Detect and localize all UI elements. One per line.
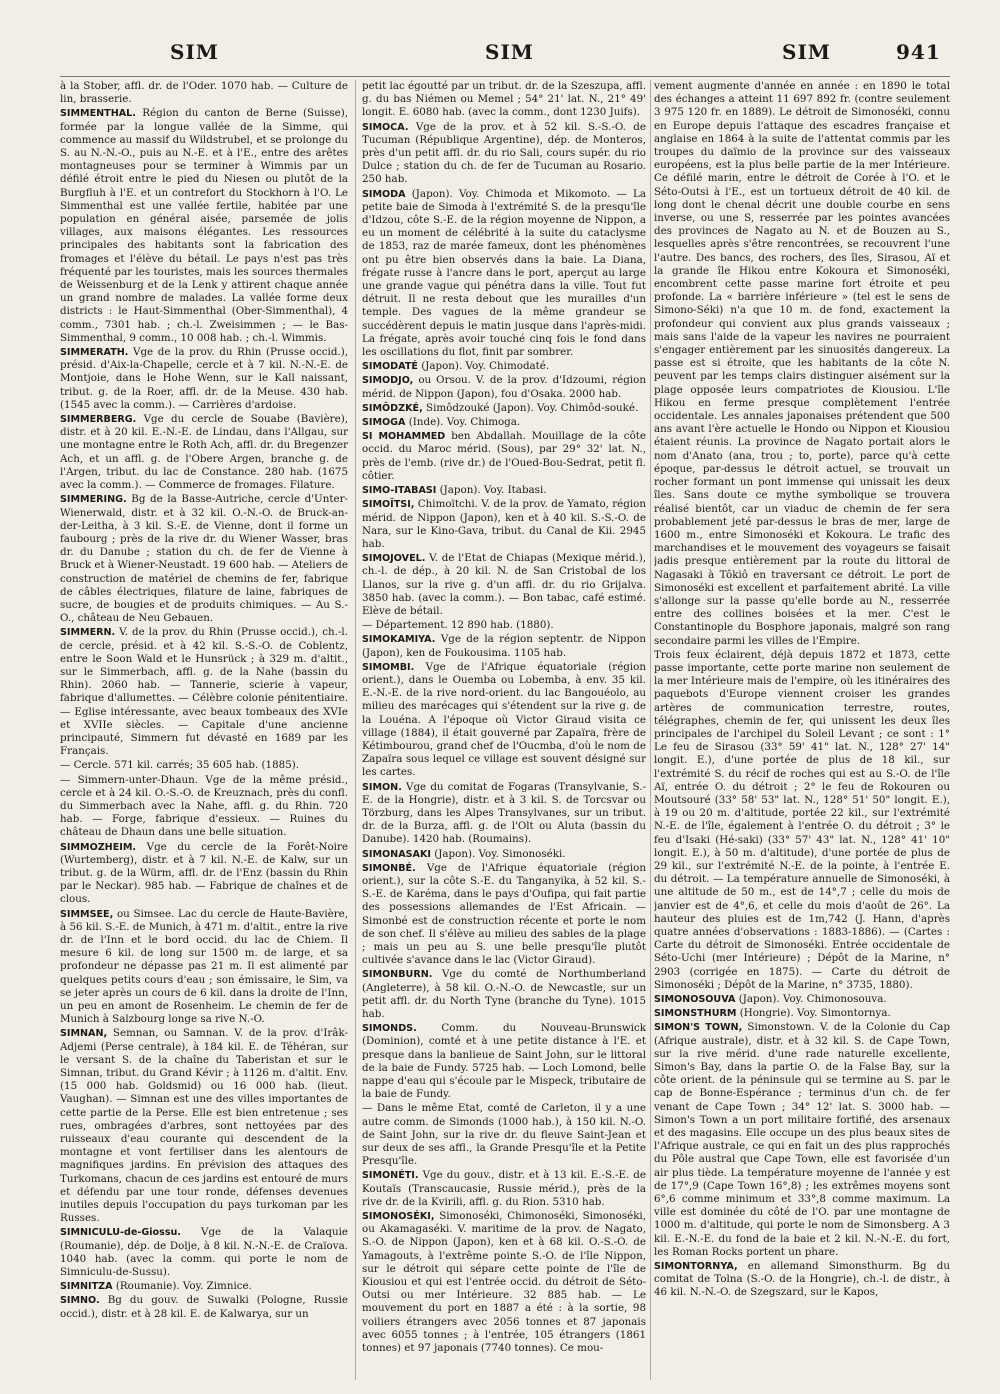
entry-text: Semnan, ou Samnan. V. de la prov. d'Irâk-Adjemi (Perse centrale), à 184 kil. E. de Téhéran, sur le versant S. de la chaîne du Taberistan et sur le Simnan, tribut. du Grand Kévir ; à 1126 m. d'altit. Env. (15 000 hab. Goldsmid) ou 16 000 hab. (lieut. Vaughan). — Simnan est une des villes importantes de cette partie de la Perse. Elle est bien entretenue ; ses rues, ombragées d'arbres, sont nettoyées par des ruisseaux d'eau courante qui descendent de la montagne et vont fertiliser dans les alentours de magnifiques jardins. En prévision des attaques des Turkomans, chacun de ces jardins est entouré de murs et défendu par une tour ronde, défenses devenues inutiles depuis l'occupation du pays turkoman par les Russes. [60, 1027, 348, 1225]
dictionary-entry [60, 1294, 348, 1320]
dictionary-entry [362, 848, 646, 861]
entry-headword: SIMÔDZKÉ, [362, 402, 423, 414]
entry-text: Région du canton de Berne (Suisse), formée par la longue vallée de la Simme, qui commence au massif du Wildstrubel, et se prolonge du S. au N.-N.-O., puis au N.-E. et à l'E., entre des arêtes montagneuses pour se terminer à Wimmis par un défilé étroit entre le pied du Niesen ou plutôt de la Burgfluh à l'E. et un contrefort du Stockhorn à l'O. Le Simmenthal est une vallée fertile, habitée par une population en général aisée, parsemée de jolis villages, aux maisons élégantes. Les ressources principales des habitants sont la fabrication des fromages et l'élève du bétail. Le pays n'est pas très fréquenté par les touristes, mais les sources thermales de Weissenburg et de la Lenk y attirent chaque année un grand nombre de malades. La vallée forme deux districts : le Haut-Simmenthal (Ober-Simmenthal), 4 comm., 7301 hab. ; ch.-l. Zweisimmen ; — le Bas-Simmenthal, 9 comm., 10 008 hab. ; ch.-l. Wimmis. [60, 107, 348, 344]
entry-headword: SI MOHAMMED [362, 431, 446, 443]
dictionary-entry [60, 1226, 348, 1279]
entry-headword: SIMOMBI. [362, 661, 415, 673]
entry-headword: SIMMERN. [60, 627, 116, 639]
entry-headword: SIMONÉTI. [362, 1170, 419, 1182]
entry-text: à la Stober, affl. dr. de l'Oder. 1070 hab. — Culture de lin, brasserie. [60, 80, 348, 106]
dictionary-entry [60, 1027, 348, 1225]
entry-text: petit lac égoutté par un tribut. dr. de la Szeszupa, affl. g. du bas Niémen ou Memel ; 54° 21' lat. N., 21° 49' longit. E. 6080 hab. (avec la comm., dont 1230 Juifs). [362, 80, 646, 119]
entry-text: Simonoséki, Chimonoséki, Simonoséki, ou Akamagaséki. V. maritime de la prov. de Nagato, S.-O. de Nippon (Japon), ken et à 68 kil. O.-S.-O. de Yamagouts, à l'extrême pointe S.-O. de l'île Nippon, sur le détroit qui sépare cette pointe de l'île de Kiousiou et qui est l'entrée occid. du détroit de Séto-Outsi ou mer Intérieure. 32 885 hab. — Le mouvement du port en 1887 a été : à la sortie, 98 voiliers étrangers avec 2056 tonnes et 87 japonais avec 6055 tonnes ; à l'entrée, 105 étrangers (1861 tonnes) et 97 japonais (7740 tonnes). Ce mou- [362, 1210, 646, 1355]
entry-text: en allemand Simonsthurm. Bg du comitat de Tolna (S.-O. de la Hongrie), ch.-l. de distr., à 46 kil. N.-N.-O. de Szegszard, sur le Kapos, [654, 1260, 950, 1299]
entry-text: Vge du cercle de Souabe (Bavière), distr. et à 20 kil. E.-N.-E. de Lindau, dans l'Allgau, sur une montagne entre le Roth Ach, affl. dr. du Bregenzer Ach, et un affl. g. de l'Obere Argen, branche g. de l'Argen, tribut. du lac de Constance. 280 hab. (1675 avec la comm.). — Commerce de fromages. Filature. [60, 413, 348, 492]
dictionary-entry [362, 188, 646, 360]
entry-headword: SIMOKAMIYA. [362, 634, 436, 646]
entry-headword: SIMONASAKI [362, 848, 431, 860]
dictionary-entry [362, 360, 646, 373]
dictionary-entry [362, 661, 646, 780]
entry-text: ou Simsee. Lac du cercle de Haute-Bavière, à 56 kil. S.-E. de Munich, à 471 m. d'altit., entre la rive dr. de l'Inn et le bord occid. du lac de Chiem. Il mesure 6 kil. de long sur 1500 m. de large, et sa profondeur ne dépasse pas 21 m. Il est alimenté par quelques petits cours d'eau ; son émissaire, le Sim, va se jeter après un cours de 6 kil. dans la droite de l'Inn, un peu en amont de Rosenheim. Le chemin de fer de Munich à Salzbourg longe sa rive N.-O. [60, 907, 348, 1026]
dictionary-entry [60, 774, 348, 840]
entry-text: Vge de la région septentr. de Nippon (Japon), ken de Foukousima. 1105 hab. [362, 633, 646, 659]
entry-text: Vge du comté de Northumberland (Angleterre), à 58 kil. O.-N.-O. de Newcastle, sur un petit affl. dr. du North Tyne (branche du Tyne). 1015 hab. [362, 968, 646, 1021]
entry-headword: SIMMSEE, [60, 908, 114, 920]
entry-text: (Japon). Voy. Chimoda et Mikomoto. — La petite baie de Simoda à l'extrémité S. de la presqu'île d'Idzou, côte S.-E. de la région moyenne de Nippon, a eu un moment de célébrité à la suite du cataclysme de 1853, raz de marée fameux, dont les phénomènes ont pu être bien observés dans la baie. La Diana, frégate russe à l'ancre dans le port, aperçut au large une grande vague qui pénétra dans la ville. Tout fut détruit. Il ne resta debout que les murailles d'un temple. Des vagues de la même grandeur se succédèrent depuis le matin jusque dans l'après-midi. La frégate, après avoir touché cinq fois le fond dans les oscillations du flot, finit par sombrer. [362, 187, 646, 359]
entry-text: Vge du cercle de la Forêt-Noire (Wurtemberg), distr. et à 7 kil. N.-E. de Kalw, sur un tribut. g. de la Würm, affl. dr. de l'Enz (bassin du Rhin par le Neckar). 985 hab. — Fabrique de chaînes et de clous. [60, 840, 348, 906]
entry-text: (Japon). Voy. Simonoséki. [434, 847, 566, 860]
dictionary-entry [362, 402, 646, 415]
column-3 [654, 80, 950, 1385]
entry-headword: SIMODJO, [362, 375, 414, 387]
dictionary-entry [362, 1169, 646, 1209]
entry-headword: SIMONDS. [362, 1023, 417, 1035]
dictionary-entry [362, 121, 646, 187]
entry-headword: SIMONOSOUVA [654, 994, 736, 1006]
entry-headword: SIMMERATH. [60, 347, 129, 359]
entry-text: — Dans le même Etat, comté de Carleton, il y a une autre comm. de Simonds (1000 hab.), à 150 kil. N.-O. de Saint John, sur la rive dr. du fleuve Saint-Jean et sur deux de ses affl., la Grande Presqu'île et la Petite Presqu'île. [362, 1102, 646, 1168]
entry-headword: SIMONOSÉKI, [362, 1211, 435, 1223]
entry-text: (Japon). Voy. Chimonosouva. [738, 993, 887, 1006]
entry-headword: SIMNITZA [60, 1281, 113, 1293]
entry-text: ben Abdallah. Mouillage de la côte occid. du Maroc mérid. (Sous), par 29° 32' lat. N., près de l'emb. (rive dr.) de l'Oued-Bou-Sedrat, petit fl. côtier. [362, 430, 646, 482]
entry-headword: SIMONSTHURM [654, 1008, 737, 1020]
dictionary-entry [60, 841, 348, 907]
entry-text: — Simmern-unter-Dhaun. Vge de la même présid., cercle et à 24 kil. O.-S.-O. de Kreuznach, près du confl. du Simmerbach avec la Nahe, affl. g. du Rhin. 720 hab. — Forge, fabrique d'essieux. — Ruines du château de Dhaun dans une belle situation. [60, 773, 348, 839]
dictionary-entry [362, 633, 646, 659]
entry-headword: SIMOGA [362, 417, 406, 429]
column-2 [362, 80, 646, 1385]
entry-headword: SIMODATÉ [362, 361, 418, 373]
dictionary-entry [60, 908, 348, 1027]
dictionary-entry [60, 80, 348, 106]
page-header [0, 40, 1000, 80]
entry-text: (Inde). Voy. Chimoga. [408, 416, 521, 429]
entry-headword: SIMODA [362, 188, 406, 200]
entry-headword: SIMONBURN. [362, 969, 433, 981]
entry-headword: SIMO-ITABASI [362, 485, 437, 497]
entry-headword: SIMON'S TOWN, [654, 1022, 743, 1034]
dictionary-entry [654, 1260, 950, 1300]
entry-text: Vge de la Valaquie (Roumanie), dép. de Dolje, à 8 kil. N.-N.-E. de Craïova. 1040 hab. (avec la comm. qui porte le nom de Simniculu-de-Sussu). [60, 1226, 348, 1279]
entry-headword: SIMNO. [60, 1295, 100, 1307]
running-head-right: SIM [782, 40, 831, 64]
entry-text: Vge du comitat de Fogaras (Transylvanie, S.-E. de la Hongrie), distr. et à 3 kil. S. de Torcsvar ou Törzburg, dans les Alpes Transylvanes, sur un tribut. dr. de la Burza, affl. g. de l'Olt ou Aluta (bassin du Danube). 1420 hab. (Roumains). [362, 780, 646, 846]
entry-headword: SIMMENTHAL. [60, 108, 136, 120]
dictionary-entry [362, 374, 646, 400]
dictionary-entry [362, 862, 646, 968]
entry-headword: SIMON. [362, 781, 402, 793]
entry-headword: SIMMERBERG. [60, 414, 137, 426]
entry-headword: SIMMOZHEIM. [60, 841, 137, 853]
entry-text: Simôdzouké (Japon). Voy. Chimôd-souké. [426, 401, 639, 414]
entry-text: — Cercle. 571 kil. carrés; 35 605 hab. (1885). [60, 759, 300, 772]
dictionary-entry [654, 649, 950, 992]
column-1 [60, 80, 348, 1385]
entry-headword: SIMNAN, [60, 1028, 108, 1040]
dictionary-entry [362, 1022, 646, 1101]
entry-text: Chimoïtchi. V. de la prov. de Yamato, région mérid. de Nippon (Japon), ken et à 40 kil. S.-S.-O. de Nara, sur le Kino-Gava, tribut. du Canal de Kii. 2945 hab. [362, 498, 646, 550]
entry-text: (Japon). Voy. Chimodaté. [421, 360, 550, 373]
entry-text: V. de la prov. du Rhin (Prusse occid.), ch.-l. de cercle, présid. et à 42 kil. S.-S.-O. de Coblentz, entre le Soon Wald et le Hunsrück ; à 329 m. d'altit., sur le Simmerbach, affl. g. de la Nahe (bassin du Rhin). 2060 hab. — Tannerie, scierie à vapeur, fabrique d'allumettes. — Célèbre colonie pénitentiaire. — Eglise intéressante, avec beaux tombeaux des XVIe et XVIIe siècles. — Capitale d'une ancienne principauté, Simmern fut dévasté en 1689 par les Français. [60, 626, 348, 758]
dictionary-entry [362, 968, 646, 1021]
running-head-left: SIM [170, 40, 219, 64]
dictionary-entry [60, 413, 348, 492]
entry-text: vement augmente d'année en année : en 1890 le total des échanges a atteint 11 697 892 fr. (contre seulement 3 975 120 fr. en 1889). Le détroit de Simonoséki, connu en Europe depuis l'attaque des escadres française et anglaise en 1864 à la suite de l'attentat commis par les troupes du daïmio de la province sur des vaisseaux européens, est la plus belle partie de la mer Intérieure. Ce défilé marin, entre le détroit de Corée à l'O. et le Séto-Outsi à l'E., est un tortueux détroit de 40 kil. de long dont le chenal décrit une double courbe en sens inverse, ou une S, resserrée par les pointes avancées des provinces de Nagato au N. et de Bouzen au S., lesquelles après s'être rencontrées, se recouvrent l'une l'autre. Des bancs, des rochers, des îles, Sirasou, Aï et la grande île Hikou entre Kokoura et Simonoséki, encombrent cette passe marine fort étroite et peu profonde. La « barrière inférieure » (tel est le sens de Simono-Séki) n'a que 10 m. de fond, exactement la profondeur qui convient aux plus grands vaisseaux ; mais sans l'aide de la vapeur les navires ne pourraient s'engager entièrement par les sinuosités dangereux. La passe est si étroite, que les habitants de la côte N. peuvent par les temps clairs distinguer aisément sur la plage opposée leurs compatriotes de Kiousiou. L'île Hikou en ferme presque complètement l'entrée occidentale. Les annales japonaises prétendent que 500 ans avant l'ère actuelle le Hondo ou Nippon et Kiousiou étaient réunis. La province de Nagato portait alors le nom d'Anato (ana, trou ; to, porte), parce qu'à cette époque, par-dessus le détroit actuel, se trouvait un rocher formant un pont immense qui unissait les deux îles. Sans doute ce mythe symbolique se trouvera réalisé bientôt, car un viaduc de chemin de fer sera probablement jeté par-dessus le bras de mer, large de 1600 m., entre Simonoséki et Kokoura. Le trafic des marchandises et le mouvement des voyageurs se faisait jadis presque entièrement par la route du littoral de Nagasaki à Tôkiô en traversant ce détroit. Le port de Simonoséki est excellent et parfaitement abrité. La ville s'allonge sur la passe qu'elle borde au N., resserrée entre des collines boisées et la mer. C'est le Constantinople du Bosphore japonais, malgré son rang secondaire parmi les villes de l'Empire. [654, 80, 950, 647]
dictionary-entry [654, 80, 950, 648]
entry-text: Simonstown. V. de la Colonie du Cap (Afrique australe), distr. et à 32 kil. S. de Cape Town, sur la rive mérid. d'une rade naturelle excellente, Simon's Bay, dans la partie O. de la False Bay, sur la côte orient. de la péninsule qui se termine au S. par le cap de Bonne-Espérance ; terminus d'un ch. de fer venant de Cape Town ; 34° 12' lat. S. 3000 hab. — Simon's Town a un port militaire fortifié, des arsenaux et des magasins. Elle occupe un des plus beaux sites de l'Afrique australe, ce qui en fait un des plus rapprochés du Pôle austral que Cape Town, elle est favorisée d'un air plus tiède. La température moyenne de l'année y est de 17°,9 (Cape Town 16°,8) ; les extrêmes moyens sont 6°,6 comme minimum et 33°,8 comme maximum. La ville est dominée du côté de l'O. par une montagne de 1000 m. d'altitude, qui porte le nom de Simonsberg. A 3 kil. E.-N.-E. du fond de la baie et 2 kil. N.-N.-E. du fort, les Roman Rocks portent un phare. [654, 1021, 950, 1258]
dictionary-entry [362, 781, 646, 847]
entry-text: Bg du gouv. de Suwalki (Pologne, Russie occid.), distr. et à 28 kil. E. de Kalwarya, sur un [60, 1294, 348, 1320]
entry-text: ou Orsou. V. de la prov. d'Idzoumi, région mérid. de Nippon (Japon), fou d'Osaka. 2000 hab. [362, 374, 646, 400]
entry-headword: SIMOCA. [362, 121, 409, 133]
dictionary-entry [60, 493, 348, 625]
entry-headword: SIMONBÉ. [362, 862, 416, 874]
dictionary-entry [362, 484, 646, 497]
dictionary-entry [60, 346, 348, 412]
dictionary-entry [60, 107, 348, 345]
column-divider [650, 80, 651, 1380]
dictionary-entry [362, 430, 646, 483]
entry-headword: SIMONTORNYA, [654, 1261, 738, 1273]
entry-text: V. de l'Etat de Chiapas (Mexique mérid.), ch.-l. de dép., à 20 kil. N. de San Cristobal de los Llanos, sur la rive g. d'un affl. dr. du rio Grijalva. 3850 hab. (avec la comm.). — Bon tabac, café estimé. Elève de bétail. [362, 552, 646, 617]
entry-text: Trois feux éclairent, déjà depuis 1872 et 1873, cette passe importante, cette porte marine non seulement de la mer Intérieure mais de l'empire, où les itinéraires des paquebots d'Europe viennent croiser les grandes artères de communication terrestre, routes, télégraphes, chemin de fer, qui unissent les deux îles principales de l'archipel du Soleil Levant ; ce sont : 1° Le feu de Sirasou (33° 59' 41" lat. N., 128° 27' 14" longit. E.), d'une portée de plus de 18 kil., sur l'extrémité S. du récif de roches qui est au S.-O. de l'île Aï, entrée O. du détroit ; 2° le feu de Rokouren ou Moutsouré (33° 58' 53" lat. N., 128° 51' 50" longit. E.), à 19 ou 20 m. d'altitude, portée 22 kil., sur l'extrémité N.-E. de l'île, également à l'entrée O. du détroit ; 3° le feu d'Isaki (Hé-saki) (33° 57' 43" lat. N., 128° 41' 10" longit. E.), à 50 m. d'altitude), d'une portée de plus de 29 kil., sur l'extrémité N.-E. de la pointe, à l'entrée E. du détroit. — La température annuelle de Simonoséki, à une altitude de 50 m., est de 14°,7 ; celle du mois de janvier est de 4°,6, et celle du mois d'août de 26°. La hauteur des pluies est de 1m,742 (J. Hann, d'après quatre années d'observations : 1883-1886). — (Cartes : Carte du détroit de Simonoséki. Entrée occidentale de Séto-Uchi (mer Intérieure) ; Dépôt de la Marine, n° 2903 (corrigée en 1875). — Carte du détroit de Simonoséki ; Dépôt de la Marine, n° 3735, 1880). [654, 648, 950, 991]
entry-headword: SIMNICULU-de-Giossu. [60, 1227, 182, 1239]
entry-text: Bg de la Basse-Autriche, cercle d'Unter-Wienerwald, distr. et à 32 kil. O.-N.-O. de Bruck-an-der-Leitha, à 3 kil. S.-E. de Vienne, dont il forme un faubourg ; près de la rive dr. du Wiener Wasser, bras dr. du Danube ; station du ch. de fer de Vienne à Bruck et à Wiener-Neustadt. 19 600 hab. — Ateliers de construction de matériel de chemins de fer, fabrique de câbles électriques, filature de laine, fabriques de sucre, de bougies et de produits chimiques. — Au S.-O., château de Neu Gebauen. [60, 493, 348, 625]
entry-text: Vge de l'Afrique équatoriale (région orient.), dans le Ouemba ou Lobemba, à env. 35 kil. E.-N.-E. de la rive nord-orient. du lac Bangouéolo, au milieu des marécages qui s'étendent sur la rive g. de la Louéna. A l'époque où Victor Giraud visita ce village (1884), il était gouverné par Zapaïra, frère de Kétimbourou, grand chef de l'Oucmba, d'où le nom de Zapaïra sous lequel ce village est souvent désigné sur les cartes. [362, 660, 646, 779]
entry-text: Vge de la prov. et à 52 kil. S.-S.-O. de Tucuman (République Argentine), dép. de Monteros, près d'un petit affl. dr. du rio Sali, cours supér. du rio Dulce ; station du ch. de fer de Tucuman au Rosario. 250 hab. [362, 120, 646, 186]
entry-text: (Hongrie). Voy. Simontornya. [739, 1007, 891, 1020]
running-head-center: SIM [485, 40, 534, 64]
entry-text: (Roumanie). Voy. Zimnice. [115, 1280, 252, 1293]
dictionary-entry [654, 993, 950, 1006]
dictionary-entry [362, 498, 646, 551]
dictionary-entry [362, 1102, 646, 1168]
dictionary-entry [60, 626, 348, 758]
entry-text: — Département. 12 890 hab. (1880). [362, 619, 554, 632]
dictionary-entry [60, 1280, 348, 1293]
entry-text: Vge de la prov. du Rhin (Prusse occid.), présid. d'Aix-la-Chapelle, cercle et à 7 kil. N.-N.-E. de Montjoie, dans le Hohe Wenn, sur le Kall naissant, tribut. g. de la Roer, affl. dr. de la Meuse. 430 hab. (1545 avec la comm.). — Carrières d'ardoise. [60, 346, 348, 411]
dictionary-entry [654, 1007, 950, 1020]
entry-text: Vge de l'Afrique équatoriale (région orient.), sur la côte S.-E. du Tanganyika, à 52 kil. S.-S.-E. de Karéma, dans le pays d'Oufipa, qui fait partie des possessions allemandes de l'Est Africain. — Simonbé est de construction récente et porte le nom de son chef. Il s'élève au milieu des sables de la plage ; mais un peu au S. une belle presqu'île plutôt cultivée s'avance dans le lac (Victor Giraud). [362, 861, 646, 967]
dictionary-entry [654, 1021, 950, 1259]
dictionary-entry [362, 619, 646, 632]
entry-text: (Japon). Voy. Itabasi. [439, 484, 547, 497]
entry-headword: SIMOÏTSI, [362, 499, 415, 511]
header-rule [60, 76, 950, 77]
dictionary-entry [60, 759, 348, 772]
entry-headword: SIMMERING. [60, 494, 127, 506]
dictionary-entry [362, 80, 646, 120]
dictionary-entry [362, 552, 646, 618]
page-number: 941 [896, 40, 941, 64]
column-divider [355, 80, 356, 1380]
dictionary-entry [362, 416, 646, 429]
dictionary-entry [362, 1210, 646, 1355]
entry-text: Comm. du Nouveau-Brunswick (Dominion), comté et à une petite distance à l'E. et presque dans la banlieue de Saint John, sur le littoral de la baie de Fundy. 5725 hab. — Loch Lomond, belle nappe d'eau qui s'écoule par le Mispeck, tributaire de la baie de Fundy. [362, 1022, 646, 1101]
entry-text: Vge du gouv., distr. et à 13 kil. E.-S.-E. de Koutaïs (Transcaucasie, Russie mérid.), près de la rive dr. de la Kvirili, affl. g. du Rion. 5310 hab. [362, 1169, 646, 1208]
entry-headword: SIMOJOVEL. [362, 553, 426, 565]
